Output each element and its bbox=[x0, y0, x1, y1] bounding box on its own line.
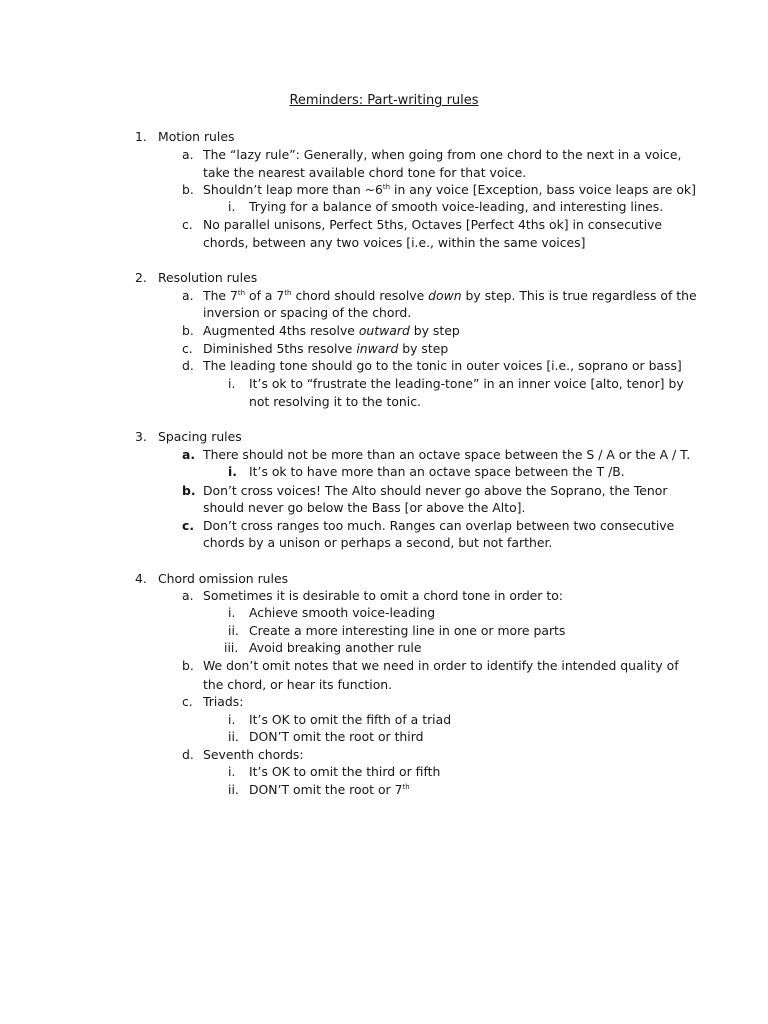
item-text: Don’t cross ranges too much. Ranges can overlap between two consecutive bbox=[203, 518, 675, 533]
subitem-text: Trying for a balance of smooth voice-leading, and interesting lines. bbox=[249, 199, 664, 214]
item-letter: b. bbox=[182, 658, 194, 673]
subitem-text: It’s ok to “frustrate the leading-tone” in an inner voice [alto, tenor] by bbox=[249, 376, 684, 391]
subitem-numeral: i. bbox=[228, 464, 237, 479]
item-text-part: DON’T omit the root or 7 bbox=[249, 782, 403, 797]
item-letter: c. bbox=[182, 341, 193, 356]
item-text: We don’t omit notes that we need in order to identify the intended quality of bbox=[203, 658, 679, 673]
item-text: There should not be more than an octave space between the S / A or the A / T. bbox=[203, 447, 691, 462]
item-letter: a. bbox=[182, 447, 196, 462]
subitem-text: not resolving it to the tonic. bbox=[249, 394, 421, 409]
subitem-text bbox=[249, 781, 410, 798]
item-text bbox=[203, 181, 696, 198]
item-text: Don’t cross voices! The Alto should never go above the Soprano, the Tenor bbox=[203, 483, 668, 498]
item-text-part: Diminished 5ths resolve bbox=[203, 341, 357, 356]
emphasis: down bbox=[428, 288, 462, 303]
item-text: The “lazy rule”: Generally, when going from one chord to the next in a voice, bbox=[203, 147, 682, 162]
item-text-part: The 7 bbox=[203, 288, 238, 303]
item-text: Seventh chords: bbox=[203, 747, 304, 762]
item-text: chords by a unison or perhaps a second, but not farther. bbox=[203, 535, 553, 550]
item-text: the chord, or hear its function. bbox=[203, 677, 393, 692]
item-text: Sometimes it is desirable to omit a chord tone in order to: bbox=[203, 588, 563, 603]
item-letter: d. bbox=[182, 747, 194, 762]
subitem-text: It’s OK to omit the fifth of a triad bbox=[249, 712, 452, 727]
superscript: th bbox=[402, 783, 410, 791]
page-title: Reminders: Part-writing rules bbox=[289, 93, 479, 108]
item-letter: c. bbox=[182, 694, 193, 709]
item-text-part: Augmented 4ths resolve bbox=[203, 323, 359, 338]
item-text bbox=[203, 322, 460, 339]
superscript: th bbox=[284, 289, 292, 297]
emphasis: inward bbox=[356, 341, 399, 356]
subitem-numeral: i. bbox=[228, 764, 236, 779]
section-heading: Spacing rules bbox=[158, 429, 242, 444]
item-text: should never go below the Bass [or above the Alto]. bbox=[203, 500, 526, 515]
item-letter: c. bbox=[182, 217, 193, 232]
item-letter: a. bbox=[182, 147, 194, 162]
section-heading: Chord omission rules bbox=[158, 571, 289, 586]
superscript: th bbox=[237, 289, 246, 297]
item-letter: b. bbox=[182, 323, 194, 338]
subitem-numeral: ii. bbox=[228, 782, 239, 797]
subitem-numeral: i. bbox=[228, 605, 236, 620]
section-number: 1. bbox=[135, 129, 147, 144]
item-letter: d. bbox=[182, 358, 194, 373]
subitem-numeral: ii. bbox=[228, 623, 239, 638]
section-number: 3. bbox=[135, 429, 147, 444]
emphasis: outward bbox=[358, 323, 410, 338]
item-letter: b. bbox=[182, 483, 196, 498]
subitem-numeral: i. bbox=[228, 712, 236, 727]
subitem-text: Create a more interesting line in one or more parts bbox=[249, 623, 566, 638]
item-text: inversion or spacing of the chord. bbox=[203, 305, 412, 320]
item-text: Triads: bbox=[203, 694, 244, 709]
section-heading: Resolution rules bbox=[158, 270, 258, 285]
item-text: chords, between any two voices [i.e., within the same voices] bbox=[203, 235, 586, 250]
subitem-numeral: ii. bbox=[228, 729, 239, 744]
subitem-text: Achieve smooth voice-leading bbox=[249, 605, 436, 620]
section-number: 2. bbox=[135, 270, 147, 285]
item-text bbox=[203, 287, 697, 304]
subitem-numeral: i. bbox=[228, 376, 236, 391]
item-text-part: by step bbox=[398, 341, 449, 356]
item-text-part: by step bbox=[409, 323, 460, 338]
item-letter: a. bbox=[182, 588, 194, 603]
subitem-text: DON’T omit the root or third bbox=[249, 729, 424, 744]
item-letter: b. bbox=[182, 182, 194, 197]
item-text: The leading tone should go to the tonic in outer voices [i.e., soprano or bass] bbox=[203, 358, 682, 373]
item-text-part: Shouldn’t leap more than ~6 bbox=[203, 182, 383, 197]
item-letter: c. bbox=[182, 518, 195, 533]
item-text-part: chord should resolve bbox=[291, 288, 429, 303]
item-text-part: of a 7 bbox=[245, 288, 285, 303]
item-text: No parallel unisons, Perfect 5ths, Octaves [Perfect 4ths ok] in consecutive bbox=[203, 217, 663, 232]
item-text-part: in any voice [Exception, bass voice leaps are ok] bbox=[390, 182, 696, 197]
section-number: 4. bbox=[135, 571, 147, 586]
item-text: take the nearest available chord tone for that voice. bbox=[203, 165, 527, 180]
item-letter: a. bbox=[182, 288, 194, 303]
item-text-part: by step. This is true regardless of the bbox=[461, 288, 697, 303]
section-heading: Motion rules bbox=[158, 129, 235, 144]
subitem-numeral: iii. bbox=[224, 640, 239, 655]
subitem-text: It’s OK to omit the third or fifth bbox=[249, 764, 441, 779]
subitem-text: Avoid breaking another rule bbox=[249, 640, 422, 655]
subitem-numeral: i. bbox=[228, 199, 236, 214]
subitem-text: It’s ok to have more than an octave space between the T /B. bbox=[249, 464, 625, 479]
superscript: th bbox=[382, 183, 391, 191]
item-text bbox=[203, 340, 448, 357]
